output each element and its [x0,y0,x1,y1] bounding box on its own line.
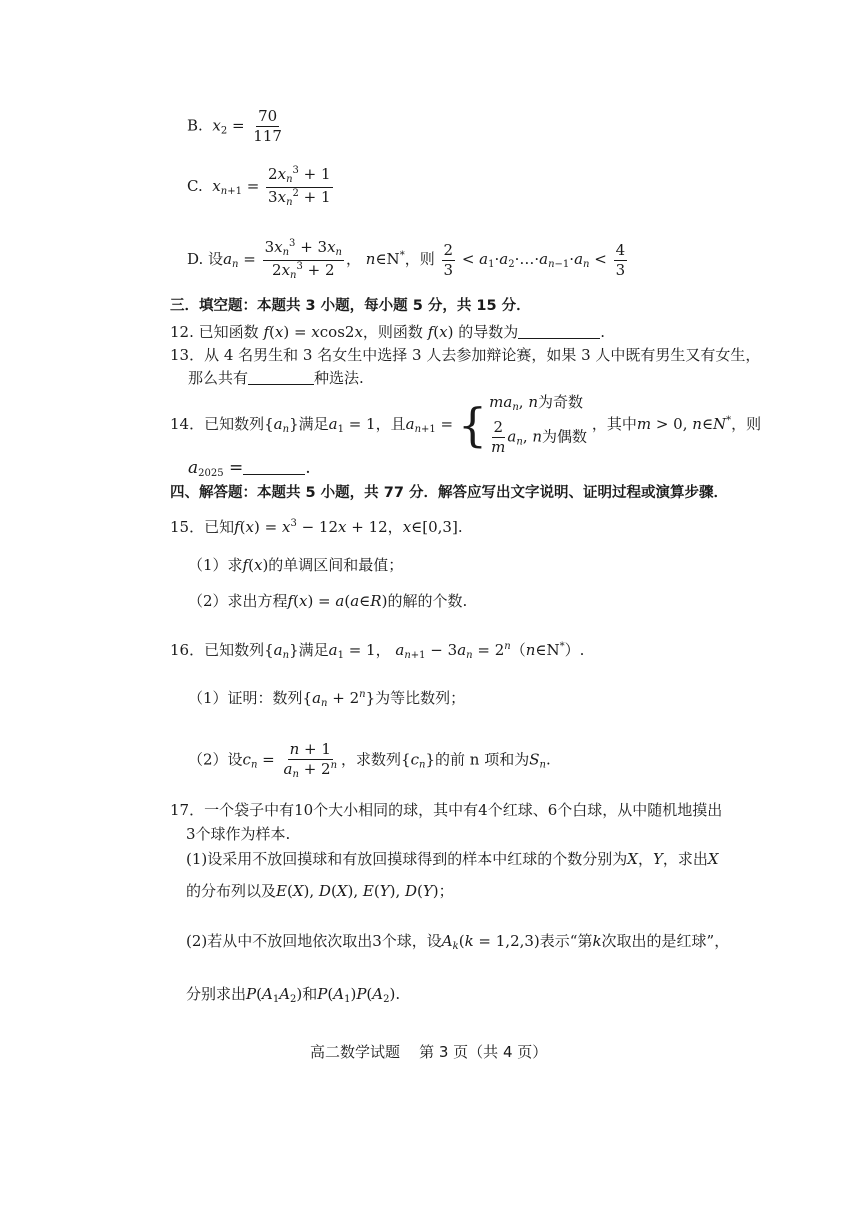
option-d-label: D. [187,250,204,268]
question-17-line1: 17．一个袋子中有10个大小相同的球，其中有4个红球、6个白球，从中随机地摸出 [170,801,723,819]
question-17-line2: 3个球作为样本. [186,825,291,843]
question-16-part2: （2）设$c_n$ = $\frac{n + 1}{a_n + 2^n}$ ，求数列$\{c_n\}$的前 n 项和为$S_n$. [188,740,551,780]
page-footer [310,1043,547,1061]
question-17-part1-line1: (1)设采用不放回摸球和有放回摸球得到的样本中红球的个数分别为X，Y，求出X [186,850,719,868]
question-13-line2: 那么共有 种选法. [188,369,364,387]
question-17-part1-line2: 的分布列以及E(X), D(X), E(Y), D(Y)； [186,882,454,900]
question-15-part1: （1）求f(x)的单调区间和最值； [188,556,404,574]
question-15: 15．已知$f(x) = x^3 - 12x + 12$，x∈[0,3]. [170,518,463,536]
piecewise-cases: $ma_n$, n为奇数 $\frac{2}{m}$ $a_n$, n为偶数 [489,393,588,456]
question-12: 12. 已知函数 f(x) = xcos2x，则函数 f(x) 的导数为 . [170,323,606,341]
question-17-part2-line1: (2)若从中不放回地依次取出3个球，设$A_k(k = 1,2,3)$表示“第k次取出的是红球”， [186,932,730,952]
footer-page-number: 第 3 页（共 4 页） [419,1043,548,1061]
option-c: C. $x_{n+1}$ = $\frac{2x_n^3 + 1}{3x_n^2 + 1}$ [187,165,331,208]
answer-blank-14[interactable] [243,460,305,475]
answer-blank-13[interactable] [248,370,314,385]
option-d: D. 设$a_n$ = $\frac{3x_n^3 + 3x_n}{2x_n^3 + 2}$ ， n∈N*，则 $\frac{2}{3}$ < $a_1\cdot a_2\cdot\dots\cdot a_{n-1}\cdot a_n$ < $\frac{4}{3}$ [187,238,626,281]
question-13-line1: 13．从 4 名男生和 3 名女生中选择 3 人去参加辩论赛，如果 3 人中既有男生又有女生， [170,346,761,364]
option-d-fraction: $\frac{3x_n^3 + 3x_n}{2x_n^3 + 2}$ [264,238,342,281]
question-14: 14．已知数列$\{a_n\}$满足$a_1 = 1$，且$a_{n+1}$ = { $ma_n$, n为奇数 $\frac{2}{m}$ $a_n$, n为偶数 ，其中m > 0, n∈N*，则 [170,393,762,456]
option-b: B. $x_2$ = $\frac{70}{117}$ [187,107,282,145]
question-16-part1: （1）证明：数列$\{a_n + 2^n\}$为等比数列； [188,689,466,709]
section-4-title: 四、解答题：本题共 5 小题，共 77 分．解答应写出文字说明、证明过程或演算步骤． [170,485,728,501]
option-b-label: B. [187,116,203,135]
footer-subject: 高二数学试题 [310,1043,401,1061]
question-16: 16．已知数列$\{a_n\}$满足$a_1 = 1$， $a_{n+1} - 3a_n$ = $2^n(n\in N^*)$. [170,641,585,661]
question-14-answer: $a_{2025}$ = . [188,458,311,479]
option-b-fraction: $\frac{70}{117}$ [253,107,282,145]
answer-blank-12[interactable] [518,324,600,339]
option-c-label: C. [187,177,203,195]
question-15-part2: （2）求出方程f(x) = a(a∈R)的解的个数. [188,592,468,610]
option-c-fraction: $\frac{2x_n^3 + 1}{3x_n^2 + 1}$ [268,165,331,208]
question-17-part2-line2: 分别求出$P(A_1A_2)$和$P(A_1)P(A_2)$. [186,985,401,1005]
section-3-title: 三．填空题：本题共 3 小题，每小题 5 分，共 15 分． [170,298,531,314]
